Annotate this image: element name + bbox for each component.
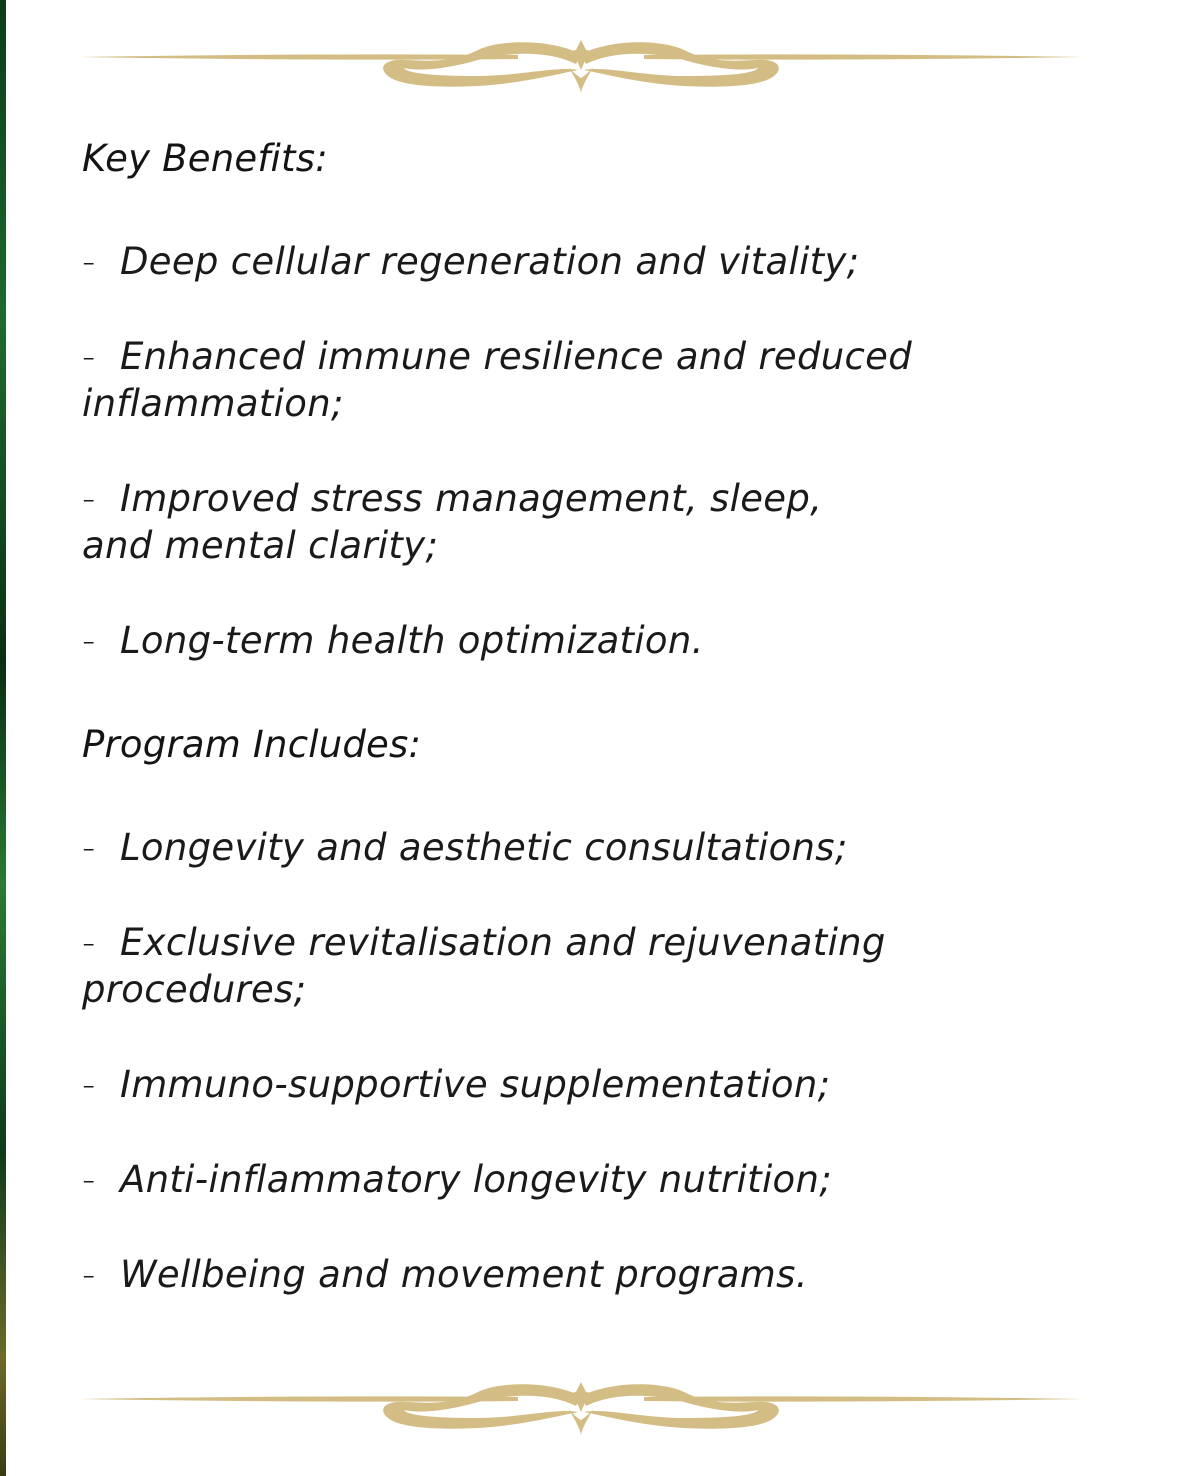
key-benefits-section — [82, 128, 1122, 664]
list-item-text: Deep cellular regeneration and vitality; — [120, 240, 860, 283]
list-item: - Exclusive revitalisation and rejuvenating procedures; — [82, 921, 886, 1011]
list-item: - Wellbeing and movement programs. — [82, 1253, 808, 1296]
list-item: - Improved stress management, sleep, and mental clarity; — [82, 477, 823, 567]
list-item-text: Improved stress management, sleep, and mental clarity; — [82, 477, 823, 567]
list-item: - Enhanced immune resilience and reduced inflammation; — [82, 335, 912, 425]
list-item: - Immuno-supportive supplementation; — [82, 1063, 831, 1106]
list-item-text: Anti-inflammatory longevity nutrition; — [120, 1158, 832, 1201]
program-includes-list — [82, 824, 1122, 1298]
program-includes-title: Program Includes: — [82, 723, 422, 766]
gold-flourish-divider-icon — [78, 1378, 1084, 1442]
section-spacer — [82, 664, 1122, 714]
list-item-text: Enhanced immune resilience and reduced inflammation; — [82, 335, 912, 425]
list-item-text: Exclusive revitalisation and rejuvenating procedures; — [82, 921, 886, 1011]
key-benefits-title: Key Benefits: — [82, 137, 328, 180]
list-item: - Long-term health optimization. — [82, 619, 704, 662]
list-item: - Anti-inflammatory longevity nutrition; — [82, 1158, 832, 1201]
list-item: - Longevity and aesthetic consultations; — [82, 826, 848, 869]
list-item-text: Longevity and aesthetic consultations; — [120, 826, 848, 869]
list-item: - Deep cellular regeneration and vitality; — [82, 240, 860, 283]
list-item-text: Immuno-supportive supplementation; — [120, 1063, 831, 1106]
key-benefits-list — [82, 238, 1122, 664]
benefits-program-content — [82, 128, 1122, 1298]
program-includes-section — [82, 714, 1122, 1298]
background-edge — [0, 0, 6, 1476]
gold-flourish-divider-icon — [78, 36, 1084, 100]
list-item-text: Wellbeing and movement programs. — [120, 1253, 808, 1296]
list-item-text: Long-term health optimization. — [120, 619, 704, 662]
